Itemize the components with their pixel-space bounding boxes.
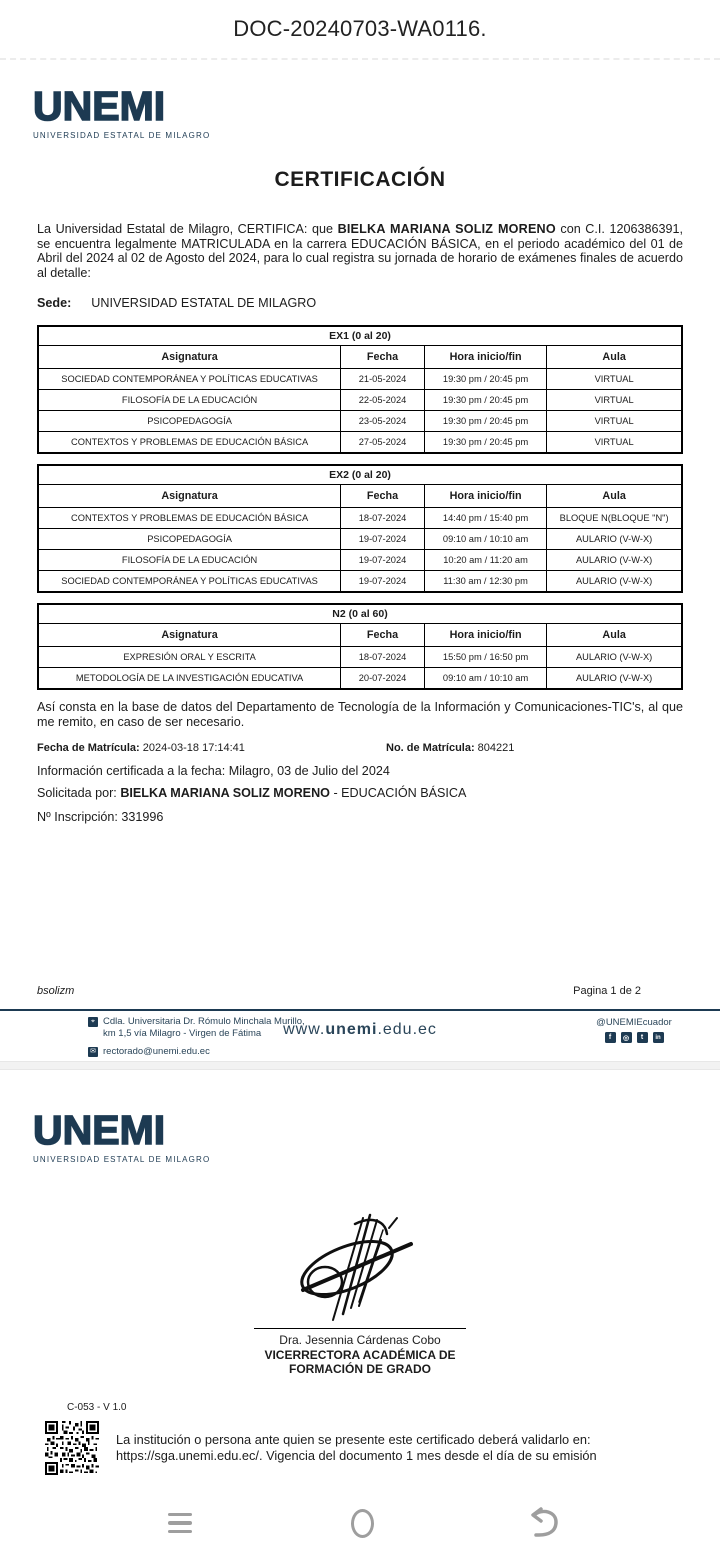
col-header-asignatura: Asignatura (38, 485, 341, 508)
col-header-hora: Hora inicio/fin (424, 346, 546, 369)
col-header-fecha: Fecha (341, 346, 425, 369)
cell-aula: AULARIO (V-W-X) (547, 668, 682, 689)
validation-row (37, 1421, 683, 1475)
closing-paragraph: Así consta en la base de datos del Departamento de Tecnología de la Información y Comunicaciones-TIC's, al que me remito, en caso de ser necesario. (37, 699, 683, 729)
table-title: EX2 (0 al 20) (38, 465, 682, 485)
cell-fecha: 21-05-2024 (341, 369, 425, 390)
twitter-icon: t (637, 1032, 648, 1043)
certification-paragraph (37, 222, 683, 281)
table-row (38, 390, 682, 411)
home-circle-icon (351, 1509, 374, 1538)
back-arrow-icon (526, 1505, 562, 1541)
cell-hora: 14:40 pm / 15:40 pm (424, 508, 546, 529)
student-name: BIELKA MARIANA SOLIZ MORENO (337, 222, 556, 236)
institutional-footer-bar (0, 1009, 720, 1061)
table-row (38, 432, 682, 453)
cell-hora: 19:30 pm / 20:45 pm (424, 411, 546, 432)
document-viewer-header (0, 0, 720, 60)
linkedin-icon: in (653, 1032, 664, 1043)
fecha-matricula (37, 742, 245, 754)
cell-asignatura: FILOSOFÍA DE LA EDUCACIÓN (38, 550, 341, 571)
inscription-number-line: Nº Inscripción: 331996 (37, 810, 164, 825)
no-matricula (386, 742, 514, 754)
cell-aula: VIRTUAL (547, 390, 682, 411)
document-code: C-053 - V 1.0 (67, 1402, 127, 1414)
cell-fecha: 18-07-2024 (341, 508, 425, 529)
sede-value: UNIVERSIDAD ESTATAL DE MILAGRO (91, 295, 317, 310)
table-row (38, 571, 682, 592)
cell-fecha: 19-07-2024 (341, 571, 425, 592)
cell-asignatura: FILOSOFÍA DE LA EDUCACIÓN (38, 390, 341, 411)
no-matricula-label: No. de Matrícula: (386, 742, 475, 755)
cell-hora: 11:30 am / 12:30 pm (424, 571, 546, 592)
col-header-asignatura: Asignatura (38, 346, 341, 369)
cell-asignatura: EXPRESIÓN ORAL Y ESCRITA (38, 647, 341, 668)
cell-asignatura: SOCIEDAD CONTEMPORÁNEA Y POLÍTICAS EDUCATIVAS (38, 369, 341, 390)
certificate-page-2 (0, 1070, 720, 1475)
footer-email (88, 1046, 305, 1058)
instagram-icon: ◎ (621, 1032, 632, 1043)
cell-aula: VIRTUAL (547, 432, 682, 453)
page-separator (0, 1061, 720, 1070)
signer-title-line2: FORMACIÓN DE GRADO (289, 1361, 431, 1376)
exam-table-n2-wrap (37, 603, 683, 690)
cell-aula: VIRTUAL (547, 411, 682, 432)
cell-fecha: 18-07-2024 (341, 647, 425, 668)
validation-line-2: https://sga.unemi.edu.ec/. Vigencia del documento 1 mes desde el día de su emisión (116, 1448, 597, 1464)
matricula-row (37, 742, 683, 755)
col-header-fecha: Fecha (341, 624, 425, 647)
col-header-hora: Hora inicio/fin (424, 485, 546, 508)
signature-image (285, 1210, 435, 1328)
hamburger-menu-icon (168, 1521, 192, 1525)
signer-title-line1: VICERRECTORA ACADÉMICA DE (264, 1348, 456, 1363)
android-navigation-bar (0, 1490, 720, 1556)
requested-by-career: - EDUCACIÓN BÁSICA (329, 786, 467, 801)
cell-aula: AULARIO (V-W-X) (547, 550, 682, 571)
table-title: N2 (0 al 60) (38, 604, 682, 624)
no-matricula-value: 804221 (474, 742, 515, 755)
cell-hora: 19:30 pm / 20:45 pm (424, 432, 546, 453)
requested-by-label: Solicitada por: (37, 786, 121, 801)
social-handle: @UNEMIEcuador (596, 1017, 672, 1029)
home-button[interactable] (342, 1504, 382, 1542)
exam-table-ex1 (37, 325, 683, 454)
col-header-fecha: Fecha (341, 485, 425, 508)
page-title: CERTIFICACIÓN (274, 168, 446, 191)
exam-table-ex2-wrap (37, 464, 683, 593)
page1-footer-row (37, 985, 683, 999)
cell-fecha: 19-07-2024 (341, 550, 425, 571)
cell-fecha: 20-07-2024 (341, 668, 425, 689)
website-pre: www. (283, 1021, 326, 1039)
unemi-logo-text: UNEMI (33, 1107, 166, 1154)
cell-hora: 19:30 pm / 20:45 pm (424, 390, 546, 411)
certificate-page-1 (0, 60, 720, 1061)
facebook-icon: f (605, 1032, 616, 1043)
signer-name: Dra. Jesennia Cárdenas Cobo (279, 1333, 441, 1348)
cell-asignatura: SOCIEDAD CONTEMPORÁNEA Y POLÍTICAS EDUCATIVAS (38, 571, 341, 592)
table-row (38, 508, 682, 529)
unemi-logo (33, 83, 211, 140)
col-header-aula: Aula (547, 346, 682, 369)
table-row (38, 550, 682, 571)
exam-table-ex2 (37, 464, 683, 593)
table-row (38, 369, 682, 390)
signer-title (264, 1349, 455, 1376)
cell-asignatura: PSICOPEDAGOGÍA (38, 529, 341, 550)
cell-asignatura: PSICOPEDAGOGÍA (38, 411, 341, 432)
requested-by-line (37, 786, 683, 800)
exam-table-ex1-wrap (37, 325, 683, 454)
cell-aula: AULARIO (V-W-X) (547, 529, 682, 550)
qr-code (45, 1421, 99, 1475)
document-title: DOC-20240703-WA0116. (233, 16, 487, 41)
sede-row (37, 296, 683, 310)
table-row (38, 647, 682, 668)
table-title: EX1 (0 al 20) (38, 326, 682, 346)
validation-text (116, 1432, 597, 1465)
hamburger-menu-icon (168, 1513, 192, 1517)
col-header-aula: Aula (547, 624, 682, 647)
requested-by-name: BIELKA MARIANA SOLIZ MORENO (120, 786, 330, 801)
hamburger-menu-icon (168, 1530, 192, 1534)
cell-aula: VIRTUAL (547, 369, 682, 390)
cell-fecha: 23-05-2024 (341, 411, 425, 432)
cell-hora: 15:50 pm / 16:50 pm (424, 647, 546, 668)
cell-hora: 10:20 am / 11:20 am (424, 550, 546, 571)
table-row (38, 529, 682, 550)
address-line-2: km 1,5 vía Milagro - Virgen de Fátima (103, 1027, 262, 1039)
table-row (38, 668, 682, 689)
signature-block (37, 1210, 683, 1376)
website-post: .edu.ec (377, 1021, 437, 1039)
location-icon: ⌖ (88, 1017, 98, 1027)
recents-button[interactable] (160, 1504, 200, 1542)
table-row (38, 411, 682, 432)
page-number: Pagina 1 de 2 (573, 985, 641, 998)
website-bold: unemi (325, 1021, 378, 1039)
cell-aula: AULARIO (V-W-X) (547, 571, 682, 592)
signature-line (254, 1328, 466, 1329)
exam-table-n2 (37, 603, 683, 690)
intro-text-post: con C.I. 1206386391, se encuentra legalmente MATRICULADA en la carrera EDUCACIÓN BÁSICA, en el periodo académico del 01 de Abril del 2024 al 02 de Agosto del 2024, para lo cual registra su jornada de horario de exámenes finales de acuerdo al detalle: (37, 222, 683, 281)
mail-icon: ✉ (88, 1047, 98, 1057)
cell-aula: BLOQUE N(BLOQUE "N") (547, 508, 682, 529)
unemi-logo-subtitle: UNIVERSIDAD ESTATAL DE MILAGRO (33, 131, 211, 140)
cell-fecha: 19-07-2024 (341, 529, 425, 550)
footer-username: bsolizm (37, 985, 75, 998)
unemi-logo-text: UNEMI (33, 83, 166, 129)
footer-social-block (584, 1017, 684, 1043)
cell-asignatura: CONTEXTOS Y PROBLEMAS DE EDUCACIÓN BÁSICA (38, 432, 341, 453)
unemi-logo (33, 1107, 211, 1165)
sede-label: Sede: (37, 295, 72, 310)
unemi-logo-subtitle: UNIVERSIDAD ESTATAL DE MILAGRO (33, 1155, 211, 1165)
address-line-1: Cdla. Universitaria Dr. Rómulo Minchala Murillo, (103, 1016, 305, 1028)
cell-hora: 19:30 pm / 20:45 pm (424, 369, 546, 390)
validation-line-1: La institución o persona ante quien se presente este certificado deberá validarlo en: (116, 1431, 591, 1447)
cell-aula: AULARIO (V-W-X) (547, 647, 682, 668)
fecha-matricula-value: 2024-03-18 17:14:41 (139, 742, 245, 755)
intro-text-pre: La Universidad Estatal de Milagro, CERTIFICA: que (37, 222, 338, 236)
cell-fecha: 22-05-2024 (341, 390, 425, 411)
social-icons-row (584, 1032, 684, 1043)
col-header-hora: Hora inicio/fin (424, 624, 546, 647)
cell-hora: 09:10 am / 10:10 am (424, 529, 546, 550)
cell-hora: 09:10 am / 10:10 am (424, 668, 546, 689)
col-header-asignatura: Asignatura (38, 624, 341, 647)
back-button[interactable] (524, 1504, 564, 1542)
fecha-matricula-label: Fecha de Matrícula: (37, 742, 140, 755)
cell-asignatura: CONTEXTOS Y PROBLEMAS DE EDUCACIÓN BÁSICA (38, 508, 341, 529)
footer-email-text: rectorado@unemi.edu.ec (103, 1046, 210, 1058)
cell-asignatura: METODOLOGÍA DE LA INVESTIGACIÓN EDUCATIVA (38, 668, 341, 689)
cell-fecha: 27-05-2024 (341, 432, 425, 453)
col-header-aula: Aula (547, 485, 682, 508)
certified-date-line: Información certificada a la fecha: Milagro, 03 de Julio del 2024 (37, 764, 390, 779)
